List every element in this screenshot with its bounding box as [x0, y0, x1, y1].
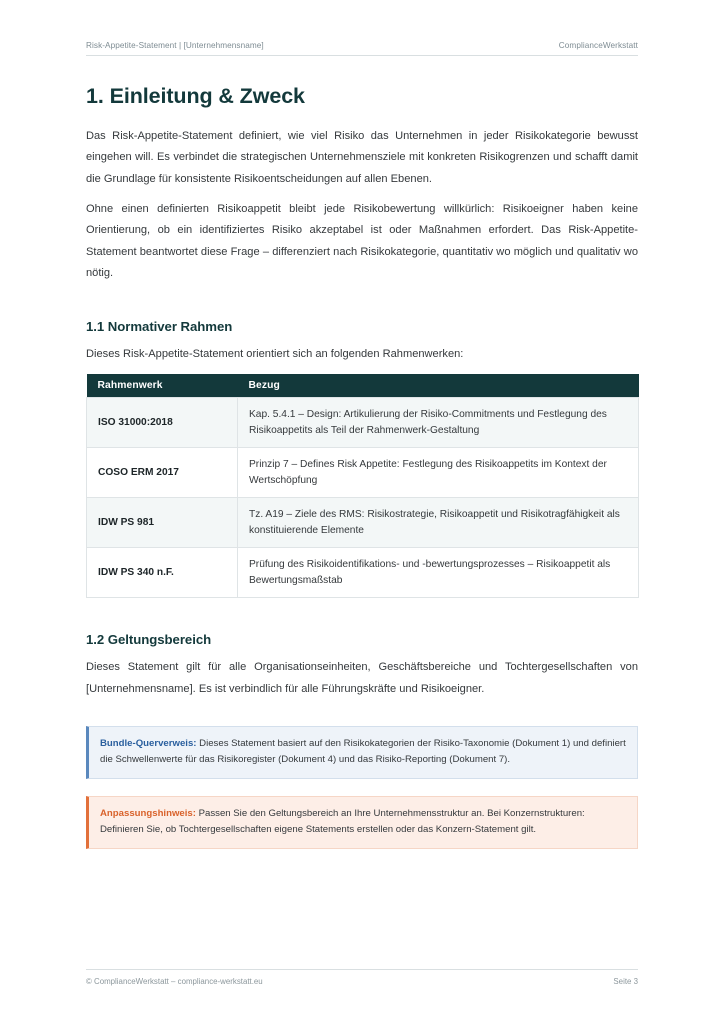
page-title: 1. Einleitung & Zweck	[86, 84, 305, 108]
spacer	[86, 598, 638, 632]
spacer	[86, 779, 638, 796]
section-1-1-lead-in: Dieses Risk-Appetite-Statement orientiert sich an folgenden Rahmenwerken:	[86, 347, 464, 360]
table-row	[87, 398, 639, 448]
table-header-row	[87, 374, 639, 398]
section-1-2-paragraph: Dieses Statement gilt für alle Organisationseinheiten, Geschäftsbereiche und Tochtergesellschaften von [Unternehmensname]. Es ist verbindlich für alle Führungskräfte und Risikoeigner.	[86, 661, 638, 695]
callout-label-adaptation-note: Anpassungshinweis:	[100, 807, 196, 819]
section-heading-1-1: 1.1 Normativer Rahmen	[86, 318, 233, 334]
framework-table	[86, 374, 639, 598]
cell-framework-name: COSO ERM 2017	[87, 448, 238, 498]
column-header-rahmenwerk: Rahmenwerk	[87, 374, 238, 398]
table-row	[87, 448, 639, 498]
cell-framework-name: ISO 31000:2018	[87, 398, 238, 448]
callout-text-cross-reference: Dieses Statement basiert auf den Risikokategorien der Risiko-Taxonomie (Dokument 1) und definiert die Schwellenwerte für das Risikoregister (Dokument 4) und das Risiko-Reporting (Dokument 7).	[100, 737, 626, 766]
cell-framework-reference: Prinzip 7 – Defines Risk Appetite: Festlegung des Risikoappetits im Kontext der Wertschöpfung	[238, 448, 639, 498]
cell-framework-reference: Kap. 5.4.1 – Design: Artikulierung der Risiko-Commitments und Festlegung des Risikoappetits als Teil der Rahmenwerk-Gestaltung	[238, 398, 639, 448]
header-document-title: Risk-Appetite-Statement | [Unternehmensname]	[86, 41, 264, 50]
intro-paragraph-1: Das Risk-Appetite-Statement definiert, wie viel Risiko das Unternehmen in jeder Risikokategorie bewusst eingehen will. Es verbindet die strategischen Unternehmensziele mit konkreten Risikogrenzen und schafft damit die Grundlage für konsistente Risikoentscheidungen auf allen Ebenen.	[86, 129, 638, 185]
cell-framework-reference: Prüfung des Risikoidentifikations- und -bewertungsprozesses – Risikoappetit als Bewertungsmaßstab	[238, 548, 639, 598]
footer-page-number: Seite 3	[613, 977, 638, 986]
column-header-bezug: Bezug	[238, 374, 639, 398]
callout-text-adaptation-note: Passen Sie den Geltungsbereich an Ihre Unternehmensstruktur an. Bei Konzernstrukturen: Definieren Sie, ob Tochtergesellschaften eigene Statements erstellen oder das Konzern-Statement gilt.	[100, 807, 585, 836]
cell-framework-name: IDW PS 981	[87, 498, 238, 548]
cell-framework-name: IDW PS 340 n.F.	[87, 548, 238, 598]
callout-adaptation-note	[86, 796, 638, 849]
header-brand: ComplianceWerkstatt	[558, 41, 638, 50]
callout-label-cross-reference: Bundle-Querverweis:	[100, 737, 197, 749]
spacer	[86, 285, 638, 319]
table-row	[87, 498, 639, 548]
table-row	[87, 548, 639, 598]
callout-bundle-cross-reference	[86, 726, 638, 779]
running-footer	[86, 969, 638, 986]
footer-copyright: © ComplianceWerkstatt – compliance-werkstatt.eu	[86, 977, 263, 986]
running-header	[86, 41, 638, 56]
intro-paragraph-2: Ohne einen definierten Risikoappetit bleibt jede Risikobewertung willkürlich: Risikoeigner haben keine Orientierung, ob ein identifiziertes Risiko akzeptabel ist oder Maßnahmen erfordert. Das Risk-Appetite-Statement beantwortet diese Frage – differenziert nach Risikokategorie, quantitativ wo möglich und qualitativ wo nötig.	[86, 203, 638, 280]
cell-framework-reference: Tz. A19 – Ziele des RMS: Risikostrategie, Risikoappetit und Risikotragfähigkeit als konstituierende Elemente	[238, 498, 639, 548]
section-heading-1-2: 1.2 Geltungsbereich	[86, 632, 212, 648]
page-content	[86, 84, 638, 849]
spacer	[86, 700, 638, 726]
